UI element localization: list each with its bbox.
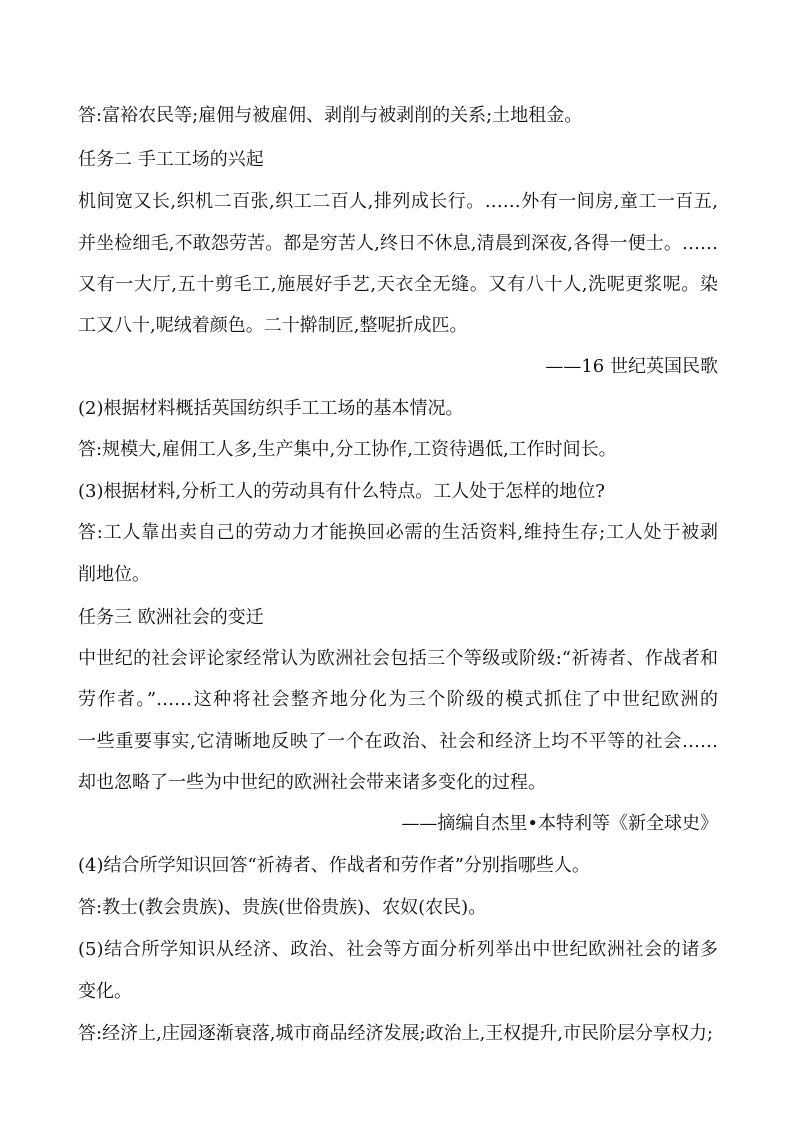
section-heading-task-2: 任务二 手工工场的兴起 <box>78 149 264 170</box>
answer-2: 答:规模大,雇佣工人多,生产集中,分工协作,工资待遇低,工作时间长。 <box>78 439 617 460</box>
answer-4: 答:教士(教会贵族)、贵族(世俗贵族)、农奴(农民)。 <box>78 897 487 918</box>
question-4: (4)结合所学知识回答“祈祷者、作战者和劳作者”分别指哪些人。 <box>78 855 590 876</box>
answer-5: 答:经济上,庄园逐渐衰落,城市商品经济发展;政治上,王权提升,市民阶层分享权力; <box>78 1023 714 1044</box>
excerpt-line-4: 却也忽略了一些为中世纪的欧洲社会带来诸多变化的过程。 <box>78 772 546 793</box>
answer-3-line-1: 答:工人靠出卖自己的劳动力才能换回必需的生活资料,维持生存;工人处于被剥 <box>78 522 718 543</box>
answer-3-line-2: 削地位。 <box>78 564 150 585</box>
excerpt-line-2: 劳作者。”……这种将社会整齐地分化为三个阶级的模式抓住了中世纪欧洲的 <box>78 689 718 710</box>
source-citation-folk-song: ——16 世纪英国民歌 <box>545 356 718 377</box>
folk-song-line-2: 并坐检细毛,不敢怨劳苦。都是穷苦人,终日不休息,清晨到深夜,各得一便士。…… <box>78 233 718 254</box>
excerpt-line-1: 中世纪的社会评论家经常认为欧洲社会包括三个等级或阶级:“祈祷者、作战者和 <box>78 648 718 669</box>
question-5-line-2: 变化。 <box>78 981 132 1002</box>
excerpt-line-3: 一些重要事实,它清晰地反映了一个在政治、社会和经济上均不平等的社会…… <box>78 731 718 752</box>
question-2: (2)根据材料概括英国纺织手工工场的基本情况。 <box>78 398 464 419</box>
folk-song-line-3: 又有一大厅,五十剪毛工,施展好手艺,天衣全无缝。又有八十人,洗呢更浆呢。染 <box>78 274 718 295</box>
folk-song-line-1: 机间宽又长,织机二百张,织工二百人,排列成长行。……外有一间房,童工一百五, <box>78 191 718 212</box>
question-3: (3)根据材料,分析工人的劳动具有什么特点。工人处于怎样的地位? <box>78 481 605 502</box>
answer-1: 答:富裕农民等;雇佣与被雇佣、剥削与被剥削的关系;土地租金。 <box>78 105 583 126</box>
question-5-line-1: (5)结合所学知识从经济、政治、社会等方面分析列举出中世纪欧洲社会的诸多 <box>78 939 718 960</box>
source-citation-global-history: ——摘编自杰里•本特利等《新全球史》 <box>401 813 718 834</box>
folk-song-line-4: 工又八十,呢绒着颜色。二十擀制匠,整呢折成匹。 <box>78 315 468 336</box>
section-heading-task-3: 任务三 欧洲社会的变迁 <box>78 607 264 628</box>
